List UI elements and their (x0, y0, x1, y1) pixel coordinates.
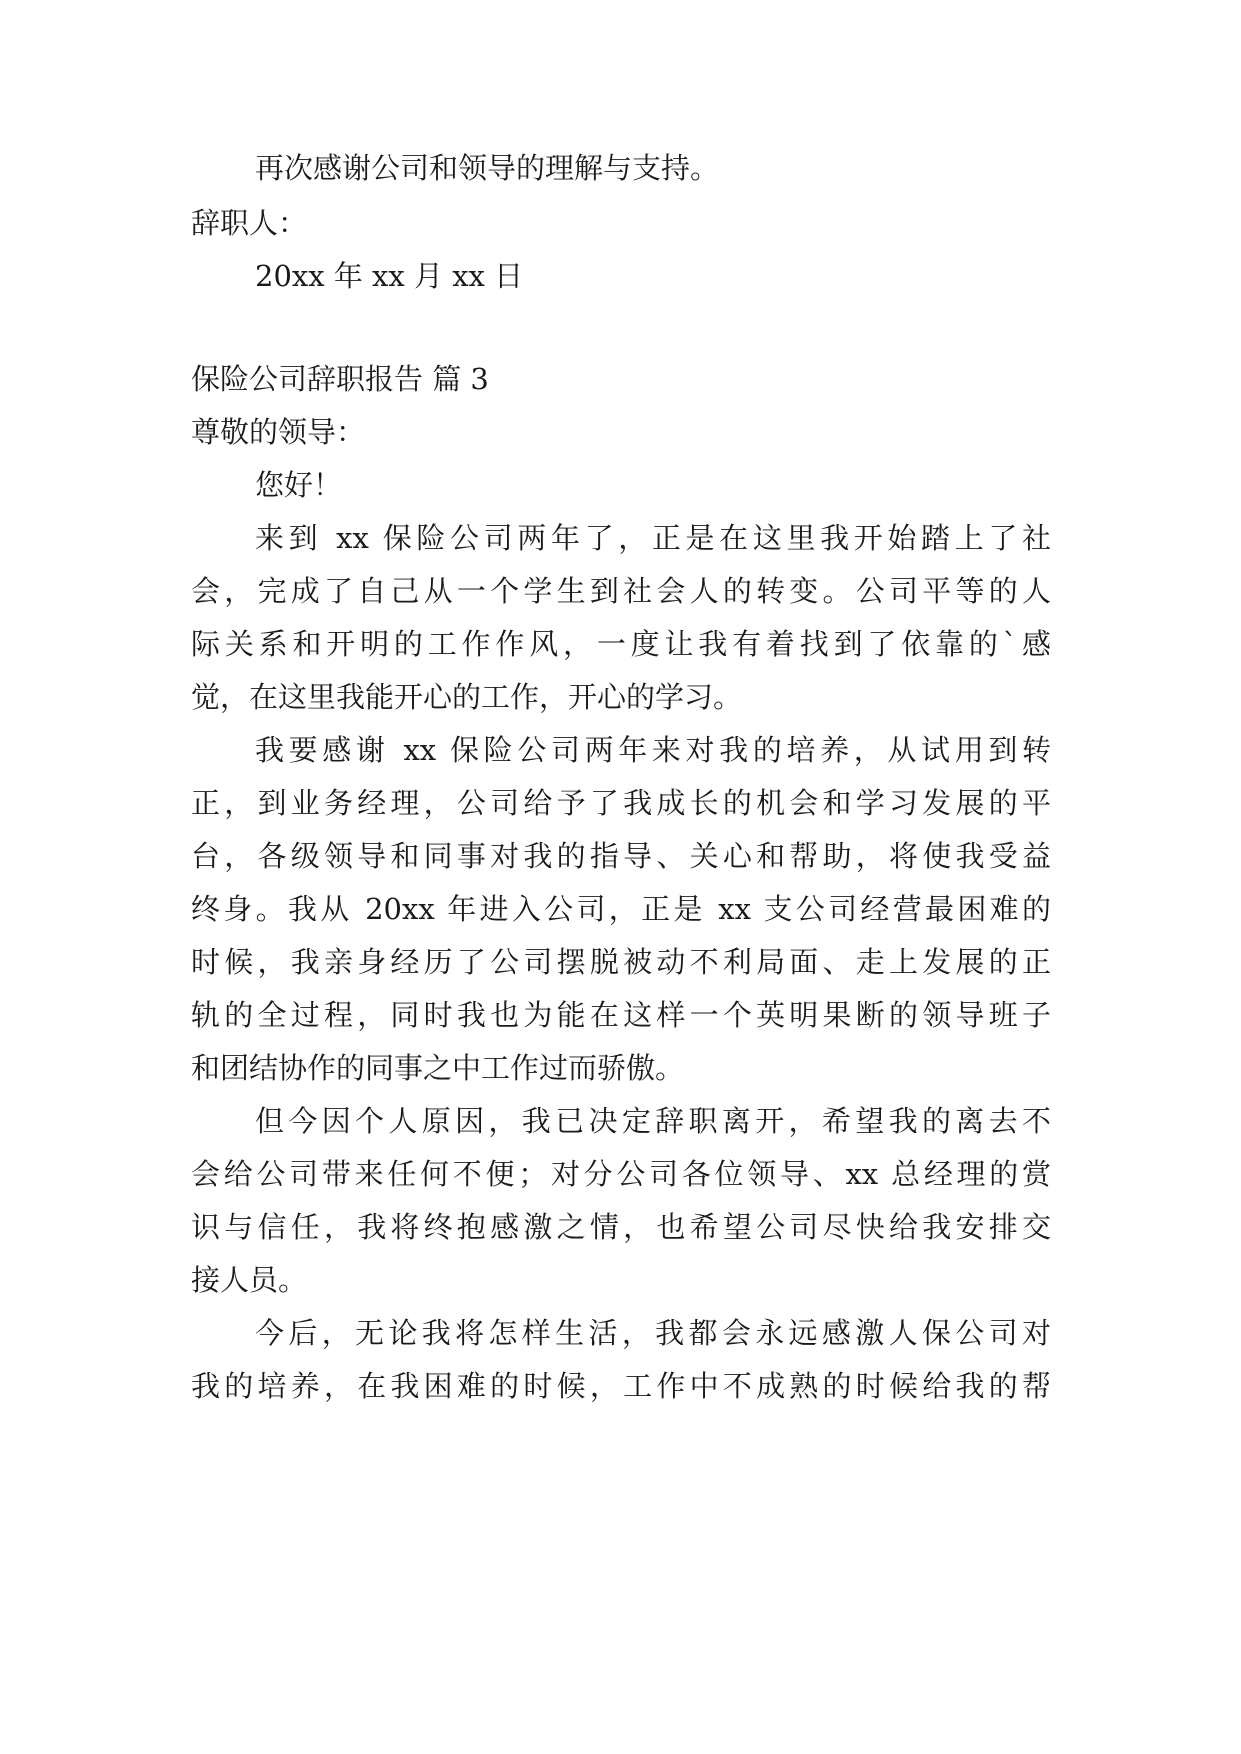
paragraph-line: 时候，我亲身经历了公司摆脱被动不利局面、走上发展的正 (191, 945, 1051, 979)
paragraph-line: 但今因个人原因，我已决定辞职离开，希望我的离去不 (255, 1104, 1051, 1138)
paragraph-line: 接人员。 (191, 1263, 308, 1297)
paragraph-line: 会给公司带来任何不便；对分公司各位领导、xx 总经理的赏 (191, 1157, 1051, 1191)
closing-thanks: 再次感谢公司和领导的理解与支持。 (255, 151, 720, 185)
paragraph-line: 识与信任，我将终抱感激之情，也希望公司尽快给我安排交 (191, 1210, 1051, 1244)
paragraph-line: 台，各级领导和同事对我的指导、关心和帮助，将使我受益 (191, 839, 1051, 873)
paragraph-line: 轨的全过程，同时我也为能在这样一个英明果断的领导班子 (191, 998, 1051, 1032)
salutation: 尊敬的领导： (191, 415, 366, 449)
paragraph-line: 际关系和开明的工作作风，一度让我有着找到了依靠的`感 (191, 627, 1051, 661)
paragraph-line: 我的培养，在我困难的时候，工作中不成熟的时候给我的帮 (191, 1369, 1051, 1403)
paragraph-line: 我要感谢 xx 保险公司两年来对我的培养，从试用到转 (255, 733, 1051, 767)
paragraph-line: 觉，在这里我能开心的工作，开心的学习。 (191, 680, 743, 714)
paragraph-line: 正，到业务经理，公司给予了我成长的机会和学习发展的平 (191, 786, 1051, 820)
paragraph-line: 今后，无论我将怎样生活，我都会永远感激人保公司对 (255, 1316, 1051, 1350)
paragraph-line: 和团结协作的同事之中工作过而骄傲。 (191, 1051, 685, 1085)
paragraph-line: 来到 xx 保险公司两年了，正是在这里我开始踏上了社 (255, 521, 1051, 555)
greeting: 您好！ (255, 468, 343, 502)
letter-date: 20xx 年 xx 月 xx 日 (255, 259, 524, 293)
signer-label: 辞职人： (191, 206, 308, 240)
section-title: 保险公司辞职报告 篇 3 (191, 362, 489, 396)
paragraph-line: 终身。我从 20xx 年进入公司，正是 xx 支公司经营最困难的 (191, 892, 1051, 926)
paragraph-line: 会，完成了自己从一个学生到社会人的转变。公司平等的人 (191, 574, 1051, 608)
